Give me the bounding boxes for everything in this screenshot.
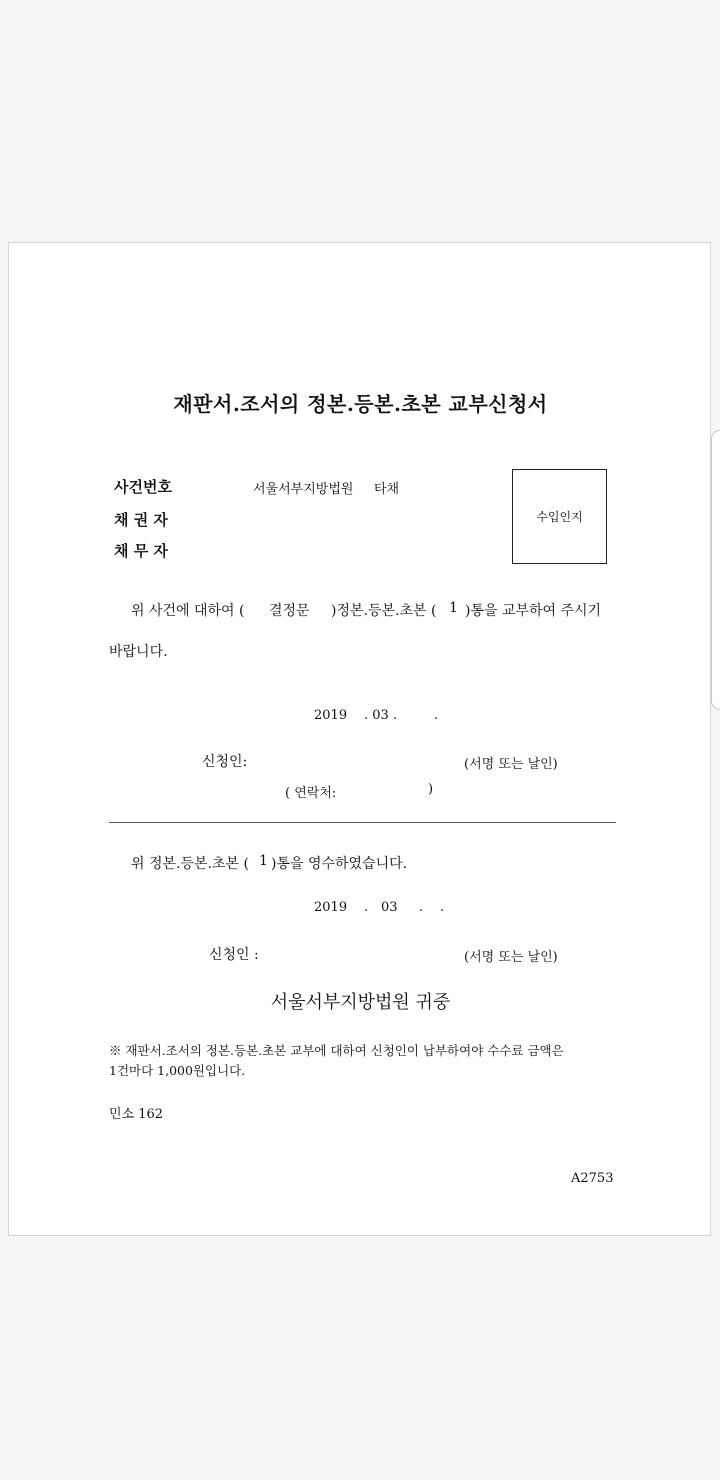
date-separator-2a: . <box>364 900 369 915</box>
signature-note-2: (서명 또는 날인) <box>464 950 558 965</box>
request-copies: 1 <box>449 600 458 616</box>
fee-note-line2: 1건마다 1,000원입니다. <box>109 1063 246 1078</box>
request-line1-part3: )통을 교부하여 주시기 <box>465 603 602 619</box>
contact-close: ) <box>428 782 434 797</box>
receipt-line-part2: )통을 영수하였습니다. <box>271 856 408 872</box>
debtor-label: 채 무 자 <box>114 542 168 560</box>
date-separator-1a: . 03 . <box>364 708 398 723</box>
case-number-label: 사건번호 <box>114 478 172 496</box>
date-separator-2b: . <box>419 900 424 915</box>
request-doc-type: 결정문 <box>269 603 310 619</box>
receipt-line-part1: 위 정본.등본.초본 ( <box>131 856 249 872</box>
date-separator-1b: . <box>434 708 439 723</box>
date-year-2: 2019 <box>314 900 348 915</box>
addressee-court: 서울서부지방법원 귀중 <box>270 992 451 1013</box>
court-name: 서울서부지방법원 <box>253 482 354 497</box>
receipt-copies: 1 <box>259 853 268 869</box>
applicant-label-2: 신청인 : <box>209 947 259 963</box>
side-scroll-handle[interactable] <box>711 430 720 710</box>
signature-note-1: (서명 또는 날인) <box>464 757 558 772</box>
case-type: 타채 <box>374 482 400 497</box>
document-page <box>8 242 711 1236</box>
creditor-label: 채 권 자 <box>114 511 168 529</box>
document-title: 재판서.조서의 정본.등본.초본 교부신청서 <box>173 392 548 416</box>
date-month-2: 03 <box>381 900 398 915</box>
request-line1-part1: 위 사건에 대하여 ( <box>131 603 245 619</box>
fee-note-line1: ※ 재판서.조서의 정본.등본.초본 교부에 대하여 신청인이 납부하여야 수수료 금액은 <box>109 1043 564 1058</box>
form-number: A2753 <box>571 1171 614 1186</box>
contact-label: ( 연락처: <box>285 786 337 801</box>
date-year-1: 2019 <box>314 708 348 723</box>
section-divider <box>109 822 616 823</box>
request-line1-part2: )정본.등본.초본 ( <box>331 603 437 619</box>
request-line2: 바랍니다. <box>109 644 168 660</box>
form-code: 민소 162 <box>109 1107 164 1122</box>
applicant-label-1: 신청인: <box>202 754 248 770</box>
date-separator-2c: . <box>440 900 445 915</box>
revenue-stamp-box <box>512 469 607 564</box>
stamp-box-label: 수입인지 <box>536 510 583 524</box>
